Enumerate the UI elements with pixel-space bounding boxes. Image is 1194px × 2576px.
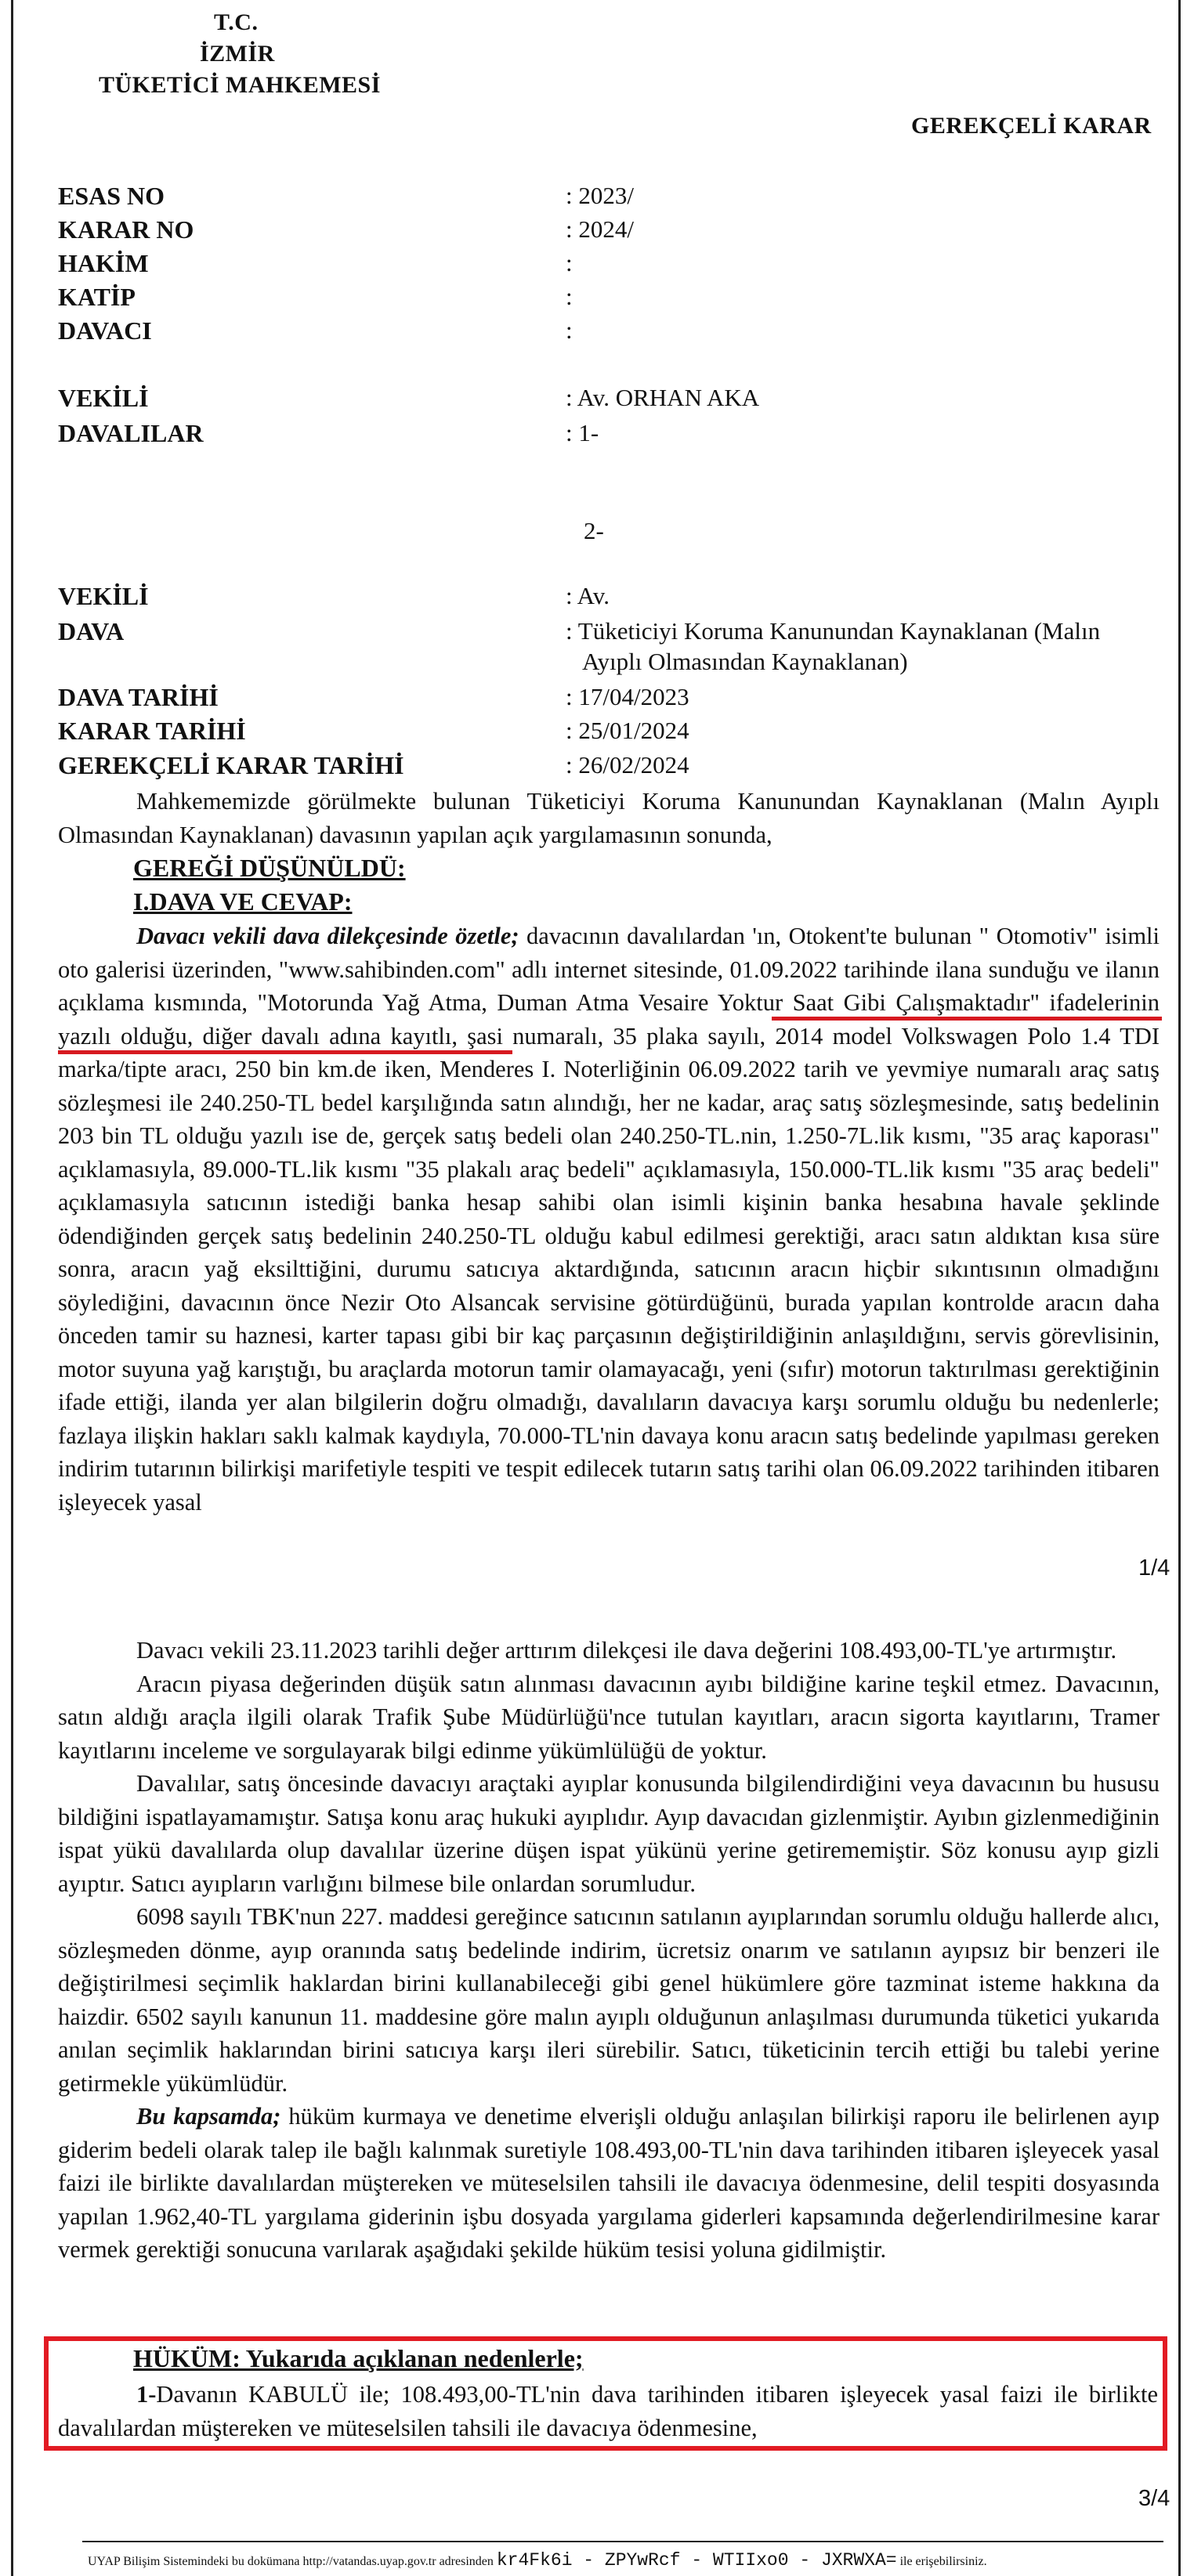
intro-paragraph [58,785,1160,851]
case-info-label: KATİP [58,283,136,311]
intro-text: Mahkememizde görülmekte bulunan Tüketiciyi Koruma Kanunundan Kaynaklanan (Malın Ayıplı Olmasından Kaynaklanan) davasının yapılan açık yargılamasının sonunda, [58,788,1160,848]
case-info-value: : [566,316,573,344]
case-info-value: 2- [584,517,604,544]
verification-code: kr4Fk6i - ZPYwRcf - WTIIxo0 - JXRWXA= [496,2550,897,2571]
kapsam-paragraph [58,2100,1160,2267]
case-info-value: : Tüketiciyi Koruma Kanunundan Kaynaklanan (Malın [566,617,1101,645]
case-info-value: : Av. [566,582,610,609]
kapsam-lead: Bu kapsamda; [136,2103,281,2130]
case-info-value: : 1- [566,419,599,446]
uyap-footer [88,2550,987,2571]
case-info-label: GEREKÇELİ KARAR TARİHİ [58,751,404,779]
quote-underline-1 [772,1017,1162,1021]
case-info-label: KARAR TARİHİ [58,717,246,745]
case-info-label: VEKİLİ [58,582,149,610]
claim-text-2: " ifadelerinin yazılı olduğu, diğer davalı adına kayıtlı, şasi numaralı, 35 plaka sayılı, 2014 model Volkswagen Polo 1.4 TDI marka/tipte aracı, 250 bin km.de iken, Menderes I. Noterliğinin 06.09.2022 tarih ve yevmiye numaralı araç satış sözleşmesi ile 240.250-TL bedel karşılığında satın alındığı, her ne kadar, araç satış sözleşmesinde, satış bedelinin 203 bin TL olduğu yazılı ise de, gerçek satış bedeli olan 240.250-TL.nin, 1.250-7L.lik kısmı, "35 araç kaporası" açıklamasıyla, 89.000-TL.lik kısmı "35 plakalı araç bedeli" açıklamasıyla, 150.000-TL.lik kısmı "35 araç bedeli" açıklamasıyla satıcının istediği banka hesap sahibi olan isimli kişinin banka hesabına havale şeklinde ödendiğinden gerçek satış bedelinin 240.250-TL olduğu kabul edilmesi gerektiği, aracı satın aldıktan kısa süre sonra, aracın yağ eksilttiğini, durumu satıcıya aktardığında, satıcının aracın hiçbir sıkıntısının olmadığını söylediğini, davacının önce Nezir Oto Alsancak servisine götürdüğünü, burada yapılan kontrolde aracın daha önceden tamir su haznesi, karter tapası gibi bir kaç parçasının değiştirildiğinin anlaşıldığını, servis görevlisinin, motor suyuna yağ karıştığı, bu araçlarda motorun tamir olamayacağı, yeni (sıfır) motorun taktırılması gerektiğinin ifade ettiği, ilanda yer alan bilgilerin doğru olmadığı, davalıların davacıya karşı sorumlu olduğu bu nedenlerle; fazlaya ilişkin hakları saklı kalmak kaydıyla, 70.000-TL'nin davaya konu aracın satış bedelinde yapılması gereken indirim tutarının bilirkişi marifetiyle tespiti ve tespit edilecek tutarın satış tarihi olan 06.09.2022 tarihinden itibaren işleyecek yasal [58,989,1160,1516]
case-info-value: : [566,249,573,276]
page-number: 1/4 [1138,1555,1170,1581]
section-heading-gereği: GEREĞİ DÜŞÜNÜLDÜ: [133,854,406,882]
case-info-value: : 17/04/2023 [566,683,689,710]
case-info-label: KARAR NO [58,215,194,244]
left-border-line [11,0,13,2576]
hukum-item-text: Davanın KABULÜ ile; 108.493,00-TL'nin dava tarihinden itibaren işleyecek yasal faizi ile birlikte davalılardan müştereken ve müteselsilen tahsili ile davacıya ödenmesine, [58,2381,1158,2441]
paragraph: 6098 sayılı TBK'nun 227. maddesi gereğince satıcının satılanın ayıplarından sorumlu olduğu hallerde alıcı, sözleşmeden dönme, ayıp oranında satış bedelinde indirim, ücretsiz onarım ve satılanın ayıpsız bir benzeri ile değiştirilmesi seçimlik haklardan birini kullanabileceği gibi genel hükümlere göre tazminat isteme hakkına da haizdir. 6502 sayılı kanunun 11. maddesine göre malın ayıplı olduğunun anlaşılması durumunda tüketici yukarıda anılan seçimlik haklarından birini satıcıya karşı ileri sürebilir. Satıcı, tüketicinin tercih ettiği bu talebi yerine getirmekle yükümlüdür. [58,1903,1160,2097]
case-info-value: Ayıplı Olmasından Kaynaklanan) [582,648,908,675]
quote-underline-2 [58,1050,512,1054]
hukum-item-number: 1- [136,2381,157,2408]
case-info-label: DAVALILAR [58,419,204,447]
paragraph: Aracın piyasa değerinden düşük satın alınması davacının ayıbı bildiğine karine teşkil etmez. Davacının, satın aldığı araçla ilgili olarak Trafik Şube Müdürlüğü'nce tutulan kayıtları, aracın sigorta kayıtlarını, Tramer kayıtlarını inceleme ve sorgulayarak bilgi edinme yükümlülüğü de yoktur. [58,1670,1160,1764]
paragraph: Davacı vekili 23.11.2023 tarihli değer arttırım dilekçesi ile dava değerini 108.493,00-TL'ye artırmıştır. [136,1637,1117,1664]
case-info-label: HAKİM [58,249,149,277]
footer-prefix: UYAP Bilişim Sistemindeki bu dokümana http://vatandas.uyap.gov.tr adresinden [88,2555,494,2568]
case-info-value: : Av. ORHAN AKA [566,384,760,411]
case-info-label: VEKİLİ [58,384,149,412]
claim-text-1: davacının davalılardan 'ın, Otokent'te bulunan " Otomotiv" isimli oto galerisi üzerinden, "www.sahibinden.com" adlı internet sitesinde, 01.09.2022 tarihinde ilana sunduğu ve ilanın açıklama kısmında, " [58,923,1160,1016]
case-info-label: DAVACI [58,316,152,345]
court-name: TÜKETİCİ MAHKEMESİ [99,72,381,98]
case-info-label: DAVA TARİHİ [58,683,219,711]
city-label: İZMİR [200,41,275,67]
paragraph: Davalılar, satış öncesinde davacıyı araçtaki ayıplar konusunda bilgilendirdiğini veya davacının bu hususu bildiğini ispatlayamamıştır. Satışa konu araç hukuki ayıplıdır. Ayıp davacıdan gizlenmiştir. Ayıbın gizlenmediğinin ispat yükü davalılarda olup davalılar üzerine düşen ispat yükünü yerine getirememiştir. Söz konusu ayıp gizli ayıptır. Satıcı ayıpların varlığını bilmese bile onlardan sorumludur. [58,1770,1160,1897]
footer-divider [82,2541,1163,2542]
right-border-line [1178,0,1181,2576]
footer-suffix: ile erişebilirsiniz. [899,2555,987,2568]
claim-lead: Davacı vekili dava dilekçesinde özetle; [136,923,519,949]
page-number: 3/4 [1138,2486,1170,2511]
document-type: GEREKÇELİ KARAR [911,113,1152,139]
case-info-value: : 26/02/2024 [566,751,689,779]
case-info-value: : 2024/ [566,215,634,243]
claim-paragraph [58,919,1160,1519]
case-info-label: DAVA [58,617,125,645]
kapsam-text: hüküm kurmaya ve denetime elverişli olduğu anlaşılan bilirkişi raporu ile belirlenen ayıp giderim bedeli olarak talep ile bağlı kalınmak suretiyle 108.493,00-TL'nin dava tarihinden itibaren işleyecek yasal faizi ile birlikte davalılardan müştereken ve müteselsilen tahsili ile davacıya ödenmesine, delil tespiti dosyasında yapılan 1.962,40-TL yargılama giderinin işbu dosyada yargılama giderleri kapsamında değerlendirilmesine karar vermek gerektiği sonucuna varılarak aşağıdaki şekilde hüküm tesisi yoluna gidilmiştir. [58,2103,1160,2263]
section-heading-dava: I.DAVA VE CEVAP: [133,887,353,916]
case-info-label: ESAS NO [58,182,165,210]
hukum-item [58,2378,1158,2444]
case-info-value: : [566,283,573,310]
hukum-heading: HÜKÜM: Yukarıda açıklanan nedenlerle; [133,2344,584,2372]
case-info-value: : 25/01/2024 [566,717,689,744]
case-info-value: : 2023/ [566,182,634,209]
tc-label: T.C. [214,9,259,35]
page3-body [58,1634,1160,2267]
highlighted-quote: Motorunda Yağ Atma, Duman Atma Vesaire Yoktur Saat Gibi Çalışmaktadır [266,989,1030,1016]
